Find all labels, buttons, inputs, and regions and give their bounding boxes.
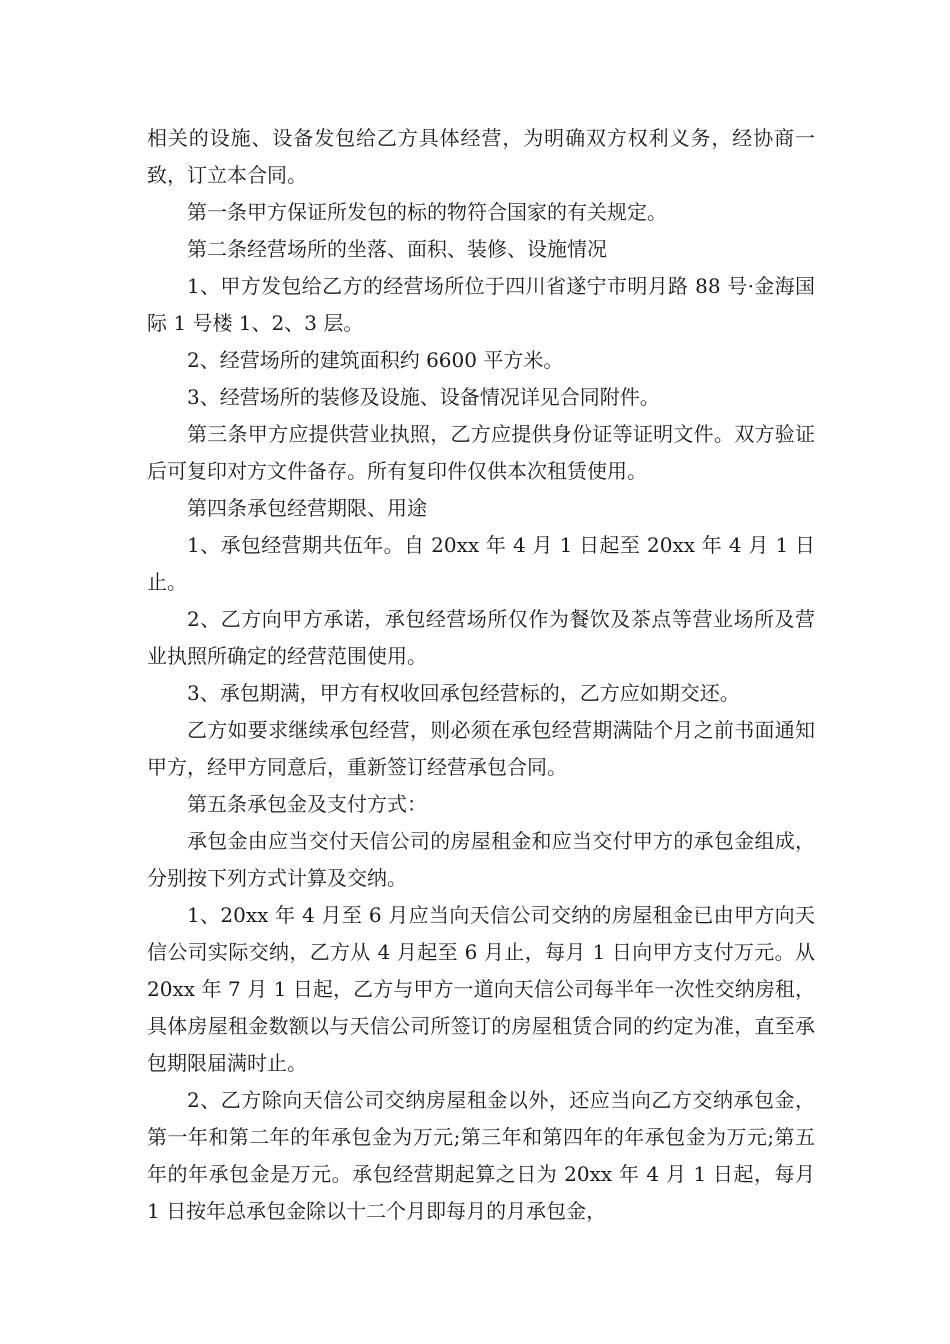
paragraph-article-2-item-1: 1、甲方发包给乙方的经营场所位于四川省遂宁市明月路 88 号·金海国际 1 号楼 1、2、3 层。 <box>147 274 815 335</box>
contract-body <box>147 120 815 1230</box>
paragraph-continuation: 相关的设施、设备发包给乙方具体经营，为明确双方权利义务，经协商一致，订立本合同。 <box>147 126 815 187</box>
paragraph-article-5-intro: 承包金由应当交付天信公司的房屋租金和应当交付甲方的承包金组成，分别按下列方式计算及交纳。 <box>147 829 815 890</box>
paragraph-article-4-renewal: 乙方如要求继续承包经营，则必须在承包经营期满陆个月之前书面通知甲方，经甲方同意后，重新签订经营承包合同。 <box>147 718 815 779</box>
paragraph-article-2-item-3: 3、经营场所的装修及设施、设备情况详见合同附件。 <box>187 385 660 409</box>
paragraph-article-5-item-2: 2、乙方除向天信公司交纳房屋租金以外，还应当向乙方交纳承包金，第一年和第二年的年承包金为万元;第三年和第四年的年承包金为万元;第五年的年承包金是万元。承包经营期起算之日为 20xx 年 4 月 1 日起，每月 1 日按年总承包金除以十二个月即每月的月承包金， <box>147 1088 815 1223</box>
paragraph-article-4-heading: 第四条承包经营期限、用途 <box>187 496 427 520</box>
paragraph-article-5-heading: 第五条承包金及支付方式： <box>187 792 427 816</box>
paragraph-article-1: 第一条甲方保证所发包的标的物符合国家的有关规定。 <box>187 200 667 224</box>
paragraph-article-4-item-3: 3、承包期满，甲方有权收回承包经营标的，乙方应如期交还。 <box>187 681 740 705</box>
paragraph-article-4-item-1: 1、承包经营期共伍年。自 20xx 年 4 月 1 日起至 20xx 年 4 月 1 日止。 <box>147 533 815 594</box>
paragraph-article-2-heading: 第二条经营场所的坐落、面积、装修、设施情况 <box>187 237 607 261</box>
paragraph-article-3: 第三条甲方应提供营业执照，乙方应提供身份证等证明文件。双方验证后可复印对方文件备存。所有复印件仅供本次租赁使用。 <box>147 422 815 483</box>
paragraph-article-5-item-1: 1、20xx 年 4 月至 6 月应当向天信公司交纳的房屋租金已由甲方向天信公司实际交纳，乙方从 4 月起至 6 月止，每月 1 日向甲方支付万元。从 20xx 年 7 月 1 日起，乙方与甲方一道向天信公司每半年一次性交纳房租，具体房屋租金数额以与天信公司所签订的房屋租赁合同的约定为准，直至承包期限届满时止。 <box>147 903 815 1075</box>
paragraph-article-4-item-2: 2、乙方向甲方承诺，承包经营场所仅作为餐饮及茶点等营业场所及营业执照所确定的经营范围使用。 <box>147 607 815 668</box>
paragraph-article-2-item-2: 2、经营场所的建筑面积约 6600 平方米。 <box>187 348 564 372</box>
